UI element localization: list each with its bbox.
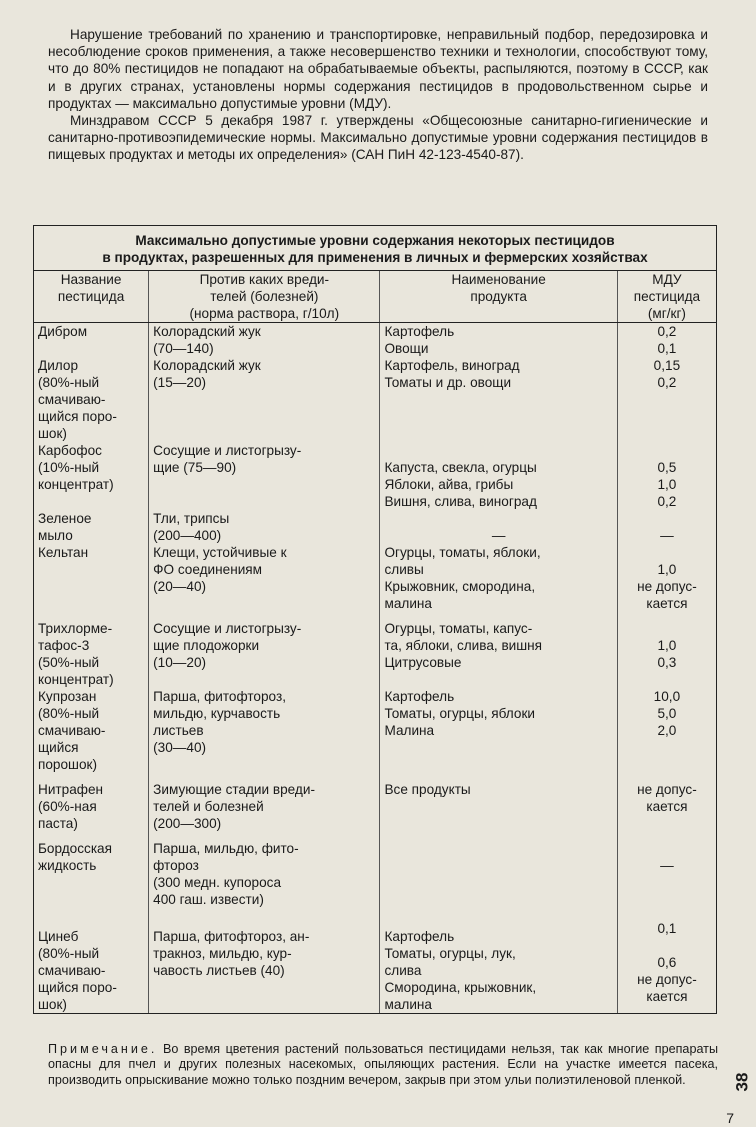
pests-cell [149,688,380,773]
cell-line: (10%-ный [38,460,100,475]
cell-line: (30—40) [153,740,207,755]
cell-line: (80%-ный [38,375,100,390]
cell-line: Зеленое [38,511,92,526]
pests-cell [149,442,380,510]
product-cell [380,908,617,1014]
cell-line: Томаты, огурцы, яблоки [384,706,535,721]
intro-paragraph-1: Нарушение требований по хранению и транспортировке, неправильный подбор, передозировка и несоблюдение сроков применения, а также несовершенство техники и технологии, способствуют тому, что до 80% пестицидов не попадают на обрабатываемые объекты, распыляются, поэтому в СССР, как и в других странах, установлены нормы содержания пестицидов в продовольственном сырье и продуктах — максимально допустимые уровни (МДУ). [48,27,708,111]
header-pests-line: телей (болезней) [210,289,319,304]
header-pests-line: (норма раствора, г/10л) [189,306,340,321]
pesticide-name-cell [34,688,149,773]
cell-line: щийся поро- [38,409,117,424]
cell-line: кается [646,596,688,611]
cell-line: Капуста, свекла, огурцы [384,460,537,475]
cell-line: (200—400) [153,528,222,543]
cell-line: — [660,528,674,543]
mdu-cell [617,442,716,510]
cell-line: (15—20) [153,375,207,390]
pests-cell [149,323,380,358]
cell-line: 1,0 [657,638,677,653]
pesticide-name-cell [34,908,149,1014]
cell-line: слива [384,963,422,978]
pesticide-name-cell [34,442,149,510]
cell-line: тракноз, мильдю, кур- [153,946,292,961]
cell-line: кается [646,989,688,1004]
pesticide-name-cell [34,544,149,612]
cell-line: тафос-3 [38,638,90,653]
cell-line: малина [384,596,432,611]
cell-line: Нитрафен [38,782,104,797]
header-name-line: Название [60,272,122,287]
pests-cell [149,832,380,908]
cell-line: 0,2 [657,324,677,339]
cell-line: (80%-ный [38,706,100,721]
cell-line: Карбофос [38,443,102,458]
cell-line: Сосущие и листогрызу- [153,443,302,458]
cell-line: Дилор [38,358,79,373]
cell-line: 0,5 [657,460,677,475]
table-row [34,323,717,358]
cell-line: Малина [384,723,435,738]
header-pests-line: Против каких вреди- [199,272,330,287]
mdu-table [33,225,717,1014]
footnote-label: Примечание. [48,1042,158,1056]
cell-line: не допус- [637,972,697,987]
cell-line: 0,3 [657,655,677,670]
cell-line: (300 медн. купороса [153,875,282,890]
cell-line: сливы [384,562,424,577]
cell-line: Клещи, устойчивые к [153,545,287,560]
header-mdu-line: пестицида [633,289,701,304]
pesticide-name-cell [34,323,149,358]
table-row [34,688,717,773]
cell-line: 0,1 [657,921,677,936]
cell-line: концентрат) [38,672,114,687]
table-row [34,544,717,612]
cell-line: Картофель, виноград [384,358,520,373]
page-mark: 7 [726,1110,734,1126]
table-row [34,832,717,908]
cell-line: Яблоки, айва, грибы [384,477,514,492]
table-row [34,908,717,1014]
cell-line: не допус- [637,782,697,797]
product-cell [380,832,617,908]
table-row [34,773,717,832]
cell-line: Колорадский жук [153,324,261,339]
footnote-text: Во время цветения растений пользоваться пестицидами нельзя, так как многие препараты опасны для пчел и других полезных насекомых, опыляющих растения. Если на участке имеется пасека, производить опрыскивание можно только поздним вечером, закрыв при этом ульи полиэтиленовой пленкой. [48,1042,718,1087]
cell-line: (20—40) [153,579,207,594]
cell-line: (50%-ный [38,655,100,670]
cell-line: Огурцы, томаты, капус- [384,621,533,636]
pesticide-name-cell [34,832,149,908]
table-row [34,357,717,442]
cell-line: 1,0 [657,477,677,492]
cell-line: 10,0 [653,689,681,704]
cell-line: мыло [38,528,73,543]
table-row [34,510,717,544]
cell-line: щие (75—90) [153,460,237,475]
product-cell [380,688,617,773]
cell-line: жидкость [38,858,97,873]
mdu-cell [617,510,716,544]
mdu-cell [617,544,716,612]
cell-line: 5,0 [657,706,677,721]
header-pesticide-name [34,271,149,323]
cell-line: порошок) [38,757,97,772]
cell-line: 1,0 [657,562,677,577]
footnote [48,1042,718,1088]
cell-line: концентрат) [38,477,114,492]
mdu-cell [617,357,716,442]
pesticide-name-cell [34,612,149,688]
cell-line: Зимующие стадии вреди- [153,782,315,797]
table-row [34,612,717,688]
pesticide-name-cell [34,510,149,544]
cell-line: 400 гаш. извести) [153,892,264,907]
cell-line: Парша, мильдю, фито- [153,841,299,856]
cell-line: (60%-ная [38,799,97,814]
table-header-row [34,271,717,323]
cell-line: Картофель [384,929,455,944]
cell-line: 2,0 [657,723,677,738]
header-pests [149,271,380,323]
header-mdu-line: МДУ [652,272,682,287]
table-row [34,442,717,510]
mdu-cell [617,832,716,908]
cell-line: Картофель [384,689,455,704]
cell-line: смачиваю- [38,392,106,407]
cell-line: Цитрусовые [384,655,462,670]
cell-line: 0,15 [653,358,681,373]
cell-line: шок) [38,997,67,1012]
intro-text [48,26,708,164]
header-product [380,271,617,323]
cell-line: Томаты и др. овощи [384,375,512,390]
header-product-line: Наименование [451,272,546,287]
cell-line: кается [646,799,688,814]
cell-line: фтороз [153,858,199,873]
mdu-cell [617,908,716,1014]
cell-line: та, яблоки, слива, вишня [384,638,543,653]
pesticide-name-cell [34,773,149,832]
table-caption [34,226,717,271]
cell-line: Купрозан [38,689,97,704]
cell-line: чавость листьев (40) [153,963,285,978]
cell-line: 0,1 [657,341,677,356]
product-cell [380,357,617,442]
pests-cell [149,773,380,832]
product-cell [380,510,617,544]
cell-line: щийся [38,740,79,755]
cell-line: Цинеб [38,929,79,944]
cell-line: Сосущие и листогрызу- [153,621,302,636]
product-cell [380,442,617,510]
cell-line: Дибром [38,324,88,339]
cell-line: телей и болезней [153,799,264,814]
cell-line: шок) [38,426,67,441]
pests-cell [149,544,380,612]
cell-line: смачиваю- [38,723,106,738]
cell-line: паста) [38,816,78,831]
cell-line: смачиваю- [38,963,106,978]
cell-line: щийся поро- [38,980,117,995]
cell-line: Парша, фитофтороз, ан- [153,929,310,944]
cell-line: (70—140) [153,341,214,356]
cell-line: Огурцы, томаты, яблоки, [384,545,541,560]
header-mdu-line: (мг/кг) [647,306,686,321]
product-cell [380,323,617,358]
cell-line: Тли, трипсы [153,511,230,526]
header-product-line: продукта [470,289,527,304]
cell-line: Парша, фитофтороз, [153,689,286,704]
product-cell [380,612,617,688]
cell-line: Овощи [384,341,429,356]
pests-cell [149,510,380,544]
cell-line: Крыжовник, смородина, [384,579,536,594]
cell-line: 0,2 [657,375,677,390]
header-mdu [617,271,716,323]
cell-line: ФО соединениям [153,562,263,577]
cell-line: (10—20) [153,655,207,670]
cell-line: Бордосская [38,841,112,856]
page-number: 38 [732,1072,752,1092]
pests-cell [149,357,380,442]
header-name-line: пестицида [57,289,125,304]
cell-line: (200—300) [153,816,222,831]
product-cell [380,544,617,612]
cell-line: мильдю, курчавость [153,706,281,721]
table-caption-line-2: в продуктах, разрешенных для применения в личных и фермерских хозяйствах [102,250,648,265]
cell-line: щие плодожорки [153,638,260,653]
cell-line: не допус- [637,579,697,594]
cell-line: Колорадский жук [153,358,261,373]
cell-line: (80%-ный [38,946,100,961]
cell-line: Трихлорме- [38,621,113,636]
cell-line: Кельтан [38,545,89,560]
mdu-cell [617,323,716,358]
mdu-cell [617,612,716,688]
product-cell [380,773,617,832]
pests-cell [149,908,380,1014]
table-caption-line-1: Максимально допустимые уровни содержания некоторых пестицидов [135,233,615,248]
cell-line: Все продукты [384,782,471,797]
cell-line: Смородина, крыжовник, [384,980,537,995]
intro-paragraph-2: Минздравом СССР 5 декабря 1987 г. утверждены «Общесоюзные санитарно-гигиенические и санитарно-противоэпидемические нормы. Максимально допустимые уровни содержания пестицидов в пищевых продуктах и методы их определения» (САН ПиН 42-123-4540-87). [48,113,708,163]
cell-line: малина [384,997,432,1012]
pesticide-name-cell [34,357,149,442]
cell-line: Томаты, огурцы, лук, [384,946,516,961]
cell-line: — [660,858,674,873]
cell-line: — [491,528,506,543]
cell-line: 0,6 [657,955,677,970]
cell-line: 0,2 [657,494,677,509]
cell-line: Вишня, слива, виноград [384,494,537,509]
cell-line: листьев [153,723,204,738]
pests-cell [149,612,380,688]
mdu-cell [617,773,716,832]
cell-line: Картофель [384,324,455,339]
mdu-cell [617,688,716,773]
